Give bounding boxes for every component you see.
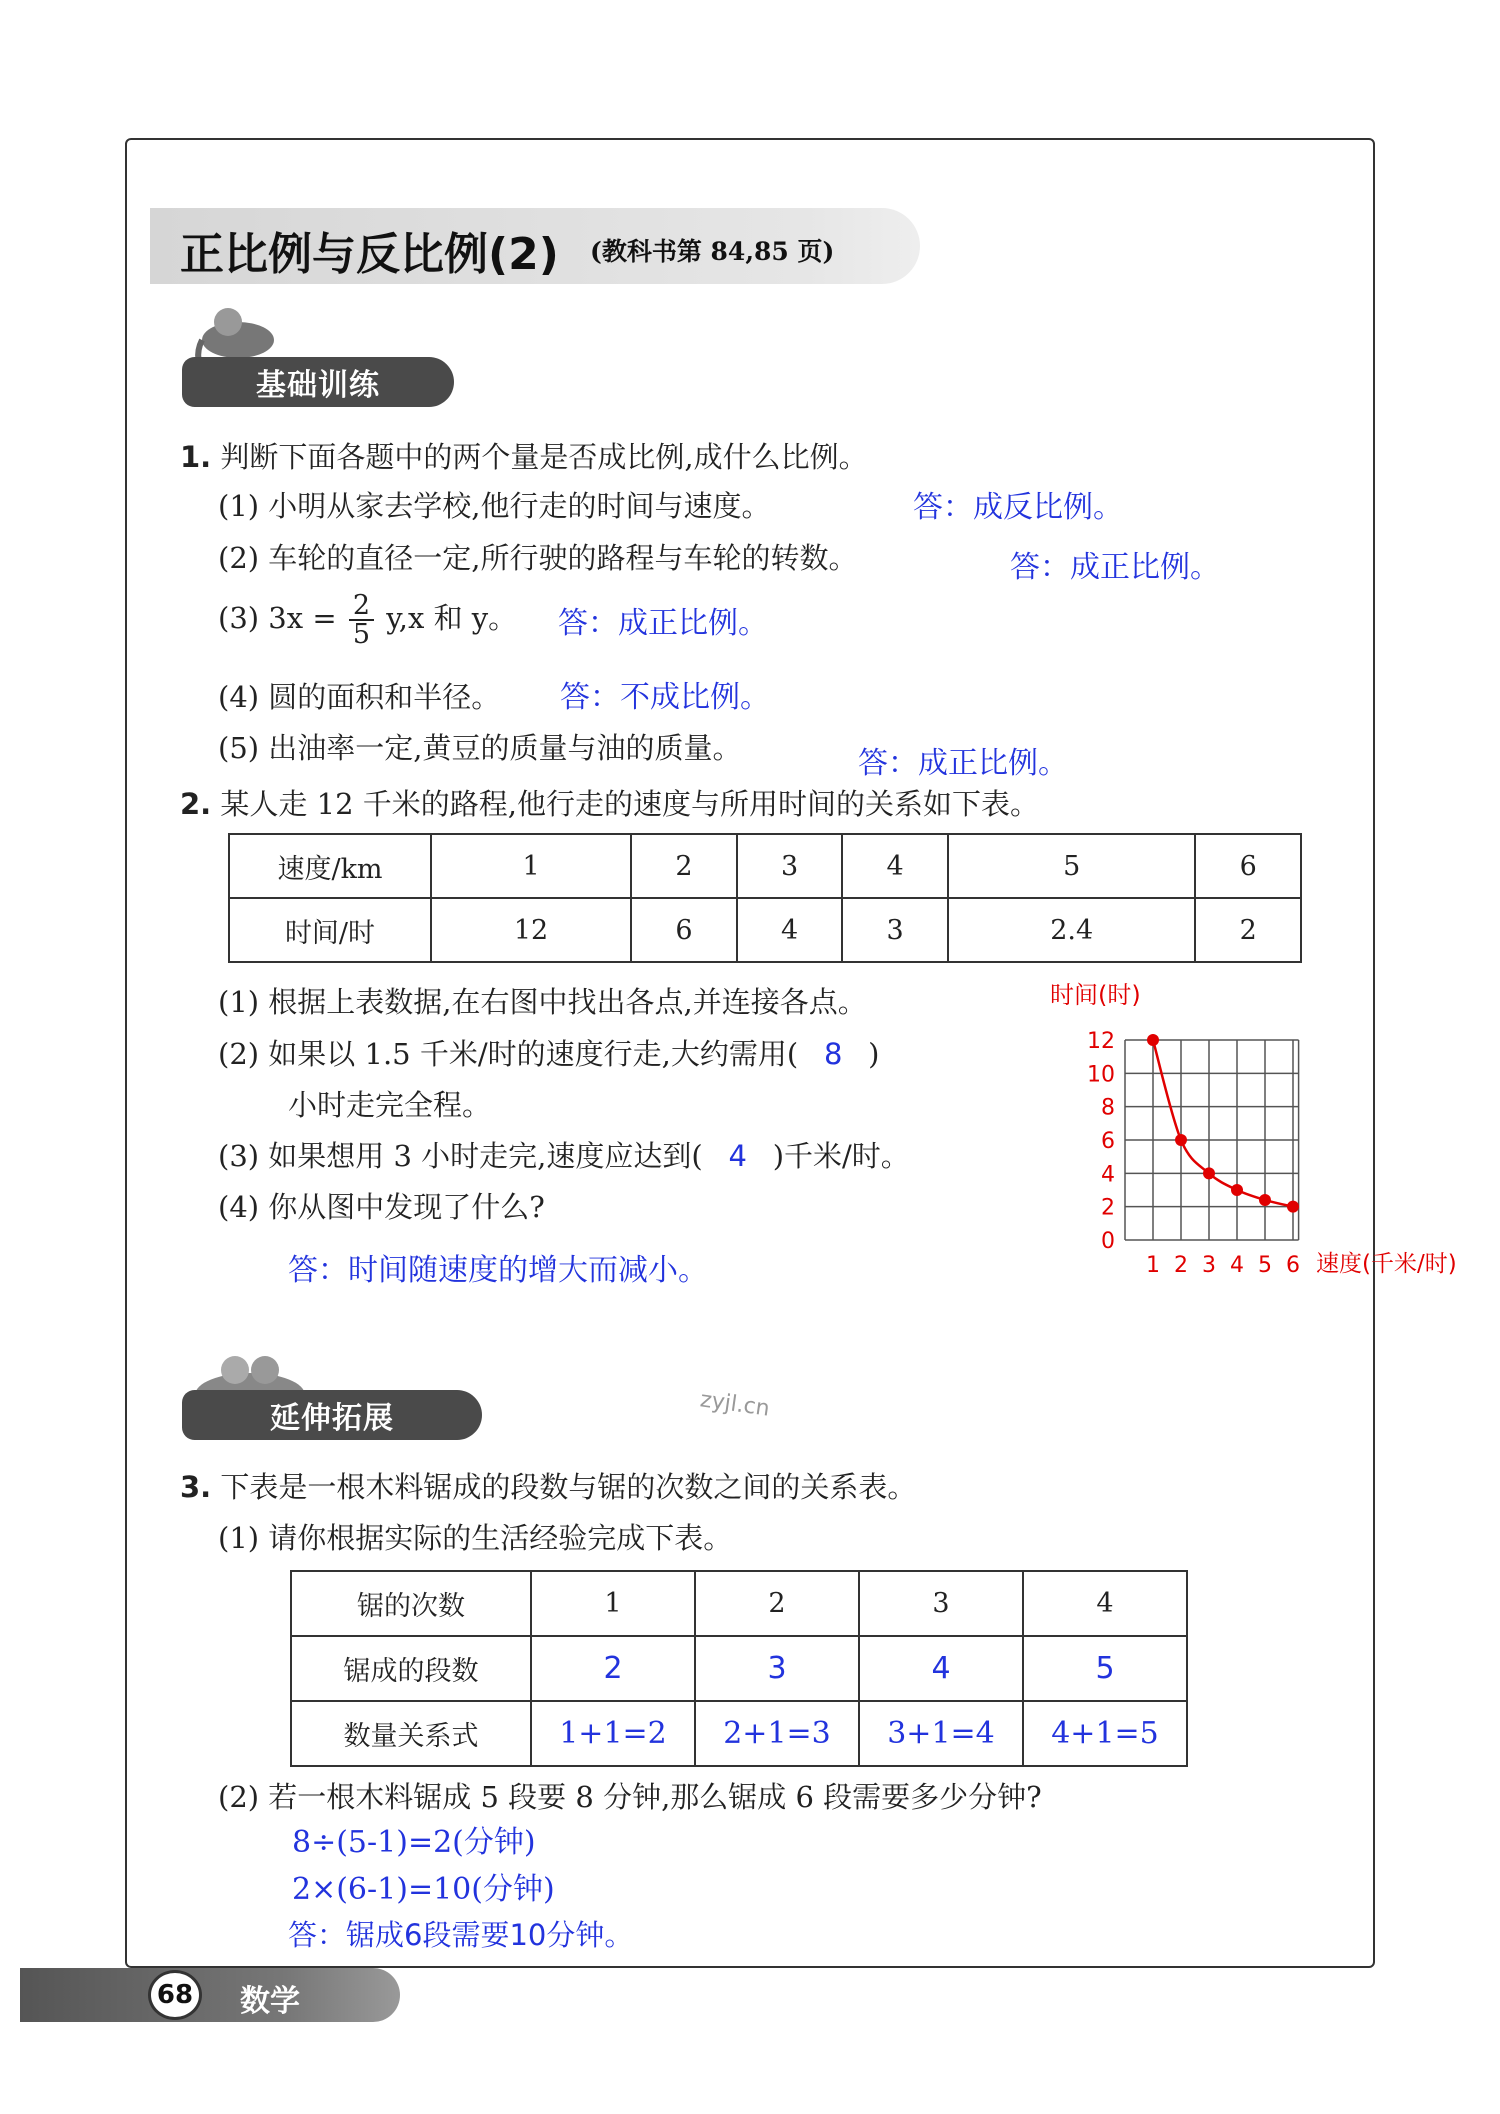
table-cell-answer: 3 (695, 1636, 859, 1701)
section-extend-badge: 延伸拓展 (182, 1390, 482, 1440)
page-subtitle: (教科书第 84,85 页) (590, 237, 835, 266)
chart-point (1231, 1184, 1243, 1196)
q1-answer-2: 答：成正比例。 (1010, 550, 1220, 585)
q3-solution-1: 8÷(5-1)=2(分钟) (292, 1825, 536, 1860)
q3-text: 下表是一根木料锯成的段数与锯的次数之间的关系表。 (220, 1470, 917, 1504)
speed-time-graph (1030, 975, 1495, 1285)
x-tick-label: 4 (1230, 1253, 1244, 1278)
chart-point (1147, 1034, 1159, 1046)
chart-point (1203, 1167, 1215, 1179)
q1-stem (180, 440, 868, 475)
y-tick-label: 4 (1101, 1162, 1115, 1188)
page-number: 68 (148, 1970, 202, 2020)
q1-item-2: (2) 车轮的直径一定,所行驶的路程与车轮的转数。 (218, 541, 858, 575)
x-tick-label: 5 (1258, 1253, 1272, 1278)
q2-answer-3: 4 (728, 1139, 747, 1173)
q1-number: 1. (180, 440, 212, 474)
table-cell-answer: 4 (859, 1636, 1023, 1701)
table-cell: 4 (1023, 1571, 1187, 1636)
q2-sub-2 (218, 1037, 880, 1072)
table-cell-answer: 1+1=2 (531, 1701, 695, 1766)
q2-number: 2. (180, 787, 212, 821)
chart-y-axis-label: 时间(时) (1050, 981, 1141, 1009)
x-tick-label: 6 (1286, 1253, 1300, 1278)
chart-points (1147, 1034, 1299, 1213)
row-header: 速度/km (229, 834, 431, 898)
q3-stem (180, 1470, 916, 1505)
y-tick-label: 8 (1101, 1095, 1115, 1121)
table-cell: 2 (695, 1571, 859, 1636)
y-tick-label: 2 (1101, 1195, 1115, 1221)
q1-answer-1: 答：成反比例。 (913, 490, 1123, 525)
table-row (229, 898, 1301, 962)
table-row (229, 834, 1301, 898)
q1-item-5: (5) 出油率一定,黄豆的质量与油的质量。 (218, 731, 742, 765)
table-cell: 3 (842, 898, 948, 962)
q1-answer-3: 答：成正比例。 (558, 606, 768, 641)
x-tick-label: 2 (1174, 1253, 1188, 1278)
q3-sub-1: (1) 请你根据实际的生活经验完成下表。 (218, 1521, 733, 1555)
q2-sub-2-line2: 小时走完全程。 (288, 1088, 492, 1122)
table-cell: 2.4 (948, 898, 1195, 962)
chart-point (1259, 1194, 1271, 1206)
q1-item-3 (218, 592, 517, 648)
chart-grid (1125, 1040, 1299, 1240)
table-row (291, 1636, 1187, 1701)
row-header: 时间/时 (229, 898, 431, 962)
table-cell: 6 (631, 898, 737, 962)
q2-sub-2-pre: (2) 如果以 1.5 千米/时的速度行走,大约需用( (218, 1037, 799, 1071)
x-tick-label: 1 (1146, 1253, 1160, 1278)
q3-solution-2: 2×(6-1)=10(分钟) (292, 1872, 555, 1907)
q3-number: 3. (180, 1470, 212, 1504)
row-header: 数量关系式 (291, 1701, 531, 1766)
subject-label: 数学 (240, 1984, 300, 2019)
q1-item-4: (4) 圆的面积和半径。 (218, 680, 501, 714)
q2-sub-3-pre: (3) 如果想用 3 小时走完,速度应达到( (218, 1139, 703, 1173)
q2-stem (180, 787, 1039, 822)
table-row (291, 1571, 1187, 1636)
q1-text: 判断下面各题中的两个量是否成比例,成什么比例。 (220, 440, 868, 474)
y-tick-label: 12 (1087, 1029, 1115, 1054)
y-tick-label: 10 (1087, 1062, 1115, 1088)
q2-sub-3-post: )千米/时。 (772, 1139, 910, 1173)
saw-table (290, 1570, 1188, 1767)
q1-item-3-post: y,x 和 y。 (386, 601, 518, 635)
q2-sub-4: (4) 你从图中发现了什么? (218, 1190, 545, 1224)
q3-sub-2: (2) 若一根木料锯成 5 段要 8 分钟,那么锯成 6 段需要多少分钟? (218, 1780, 1042, 1814)
section-basic-badge: 基础训练 (182, 357, 454, 407)
q2-answer-4: 答：时间随速度的增大而减小。 (288, 1253, 708, 1288)
chart-point (1175, 1134, 1187, 1146)
q2-sub-1: (1) 根据上表数据,在右图中找出各点,并连接各点。 (218, 985, 867, 1019)
q3-solution-answer: 答：锯成6段需要10分钟。 (288, 1918, 634, 1952)
q2-text: 某人走 12 千米的路程,他行走的速度与所用时间的关系如下表。 (220, 787, 1039, 821)
chart-point (1287, 1201, 1299, 1213)
watermark: zyjl.cn (698, 1387, 772, 1422)
table-cell: 1 (431, 834, 631, 898)
page-title: 正比例与反比例(2) (180, 229, 559, 280)
q1-answer-5: 答：成正比例。 (858, 746, 1068, 781)
table-cell: 6 (1195, 834, 1301, 898)
row-header: 锯的次数 (291, 1571, 531, 1636)
table-row (291, 1701, 1187, 1766)
table-cell: 5 (948, 834, 1195, 898)
fraction-numerator: 2 (352, 590, 371, 621)
table-cell: 4 (842, 834, 948, 898)
table-cell: 3 (859, 1571, 1023, 1636)
chart-x-axis-label: 速度(千米/时) (1316, 1251, 1457, 1277)
q2-sub-3 (218, 1139, 910, 1174)
table-cell: 2 (1195, 898, 1301, 962)
table-cell: 3 (737, 834, 843, 898)
speed-time-table (228, 833, 1302, 963)
table-cell-answer: 2+1=3 (695, 1701, 859, 1766)
table-cell-answer: 4+1=5 (1023, 1701, 1187, 1766)
q2-answer-2: 8 (823, 1037, 843, 1071)
table-cell: 2 (631, 834, 737, 898)
table-cell-answer: 5 (1023, 1636, 1187, 1701)
table-cell: 4 (737, 898, 843, 962)
row-header: 锯成的段数 (291, 1636, 531, 1701)
y-tick-label: 6 (1101, 1129, 1115, 1154)
q1-item-1: (1) 小明从家去学校,他行走的时间与速度。 (218, 489, 771, 523)
fraction (349, 592, 374, 648)
chart-series-line (1153, 1040, 1293, 1207)
q2-sub-2-post: ) (868, 1037, 880, 1071)
table-cell-answer: 3+1=4 (859, 1701, 1023, 1766)
table-cell-answer: 2 (531, 1636, 695, 1701)
table-cell: 1 (531, 1571, 695, 1636)
q1-item-3-pre: (3) 3x = (218, 601, 337, 635)
x-tick-label: 3 (1202, 1253, 1216, 1278)
table-cell: 12 (431, 898, 631, 962)
y-tick-label: 0 (1101, 1229, 1115, 1254)
fraction-denominator: 5 (349, 619, 374, 648)
q1-answer-4: 答：不成比例。 (560, 680, 770, 715)
footer-band (20, 1968, 400, 2022)
